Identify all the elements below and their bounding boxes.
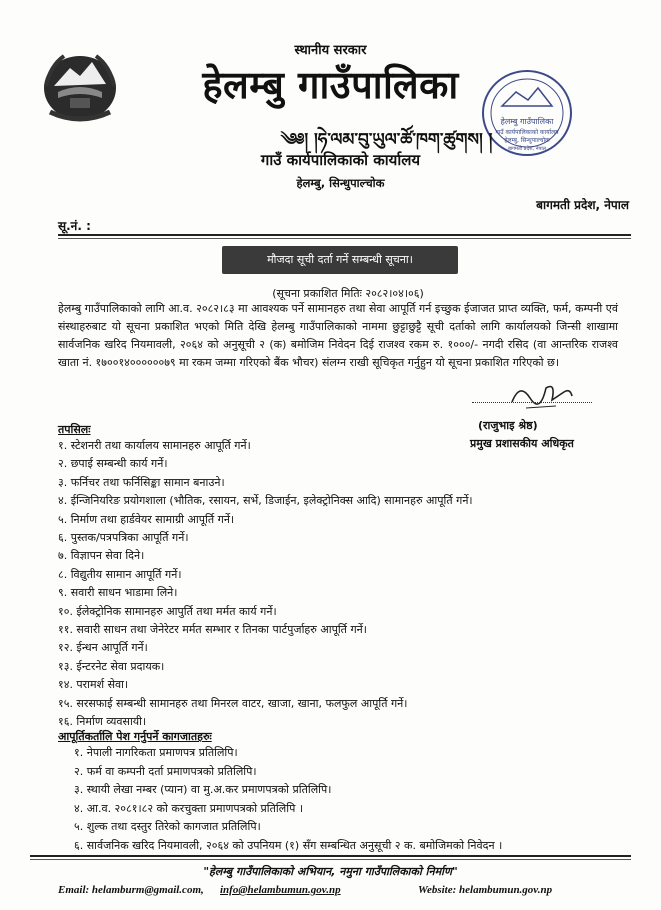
list-item: १२. ईन्धन आपूर्ति गर्ने। (58, 641, 148, 655)
province-label: बागमती प्रदेश, नेपाल (536, 198, 629, 212)
list-item: १. नेपाली नागरिकता प्रमाणपत्र प्रतिलिपि। (74, 746, 238, 759)
reference-number-label: सू.नं. : (58, 219, 91, 233)
list-item: २. फर्म वा कम्पनी दर्ता प्रमाणपत्रको प्रतिलिपि। (74, 764, 257, 778)
documents-list (74, 744, 502, 856)
list-item: ३. स्थायी लेखा नम्बर (प्यान) वा मु.अ.कर प्रमाणपत्रको प्रतिलिपि। (74, 783, 332, 797)
office-address: हेलम्बु, सिन्धुपाल्चोक (296, 176, 385, 190)
list-item: ६. सार्वजनिक खरिद नियमावली, २०६४ को उपनियम (१) सँग सम्बन्धित अनुसूची २ क. बमोजिमको निवेदन । (74, 838, 503, 852)
publication-date: (सूचना प्रकाशित मितिः २०८२।०४।०६) (272, 287, 424, 300)
list-item: ७. विज्ञापन सेवा दिने। (58, 549, 145, 563)
signatory-title: प्रमुख प्रशासकीय अधिकृत (470, 437, 574, 450)
footer-email[interactable]: Email: helamburm@gmail.com, (58, 884, 204, 896)
list-item: ४. ईन्जिनियरिङ प्रयोगशाला (भौतिक, रसायन, सर्भे, डिजाईन, इलेक्ट्रोनिक्स आदि) सामानहरु आपूर्ति गर्ने। (58, 494, 473, 508)
list-item: ५. शुल्क तथा दस्तुर तिरेको कागजात प्रतिलिपि। (74, 820, 261, 834)
items-list (58, 437, 473, 732)
list-item: ८. विद्युतीय सामान आपूर्ति गर्ने। (58, 567, 182, 581)
list-item: १६. निर्माण व्यवसायी। (58, 715, 147, 729)
list-item: ५. निर्माण तथा हार्डवेयर सामाग्री आपूर्ति गर्ने। (58, 512, 235, 526)
list-item: १५. सरसफाई सम्बन्धी सामानहरु तथा मिनरल वाटर, खाजा, खाना, फलफुल आपूर्ति गर्ने। (58, 696, 408, 710)
signatory-name: (राजुभाइ श्रेष्ठ) (478, 419, 538, 432)
seal-text-1: हेलम्बु गाउँपालिका (500, 117, 554, 126)
signature-line (472, 402, 592, 403)
list-item: १. स्टेशनरी तथा कार्यालय सामानहरु आपूर्ति गर्ने। (58, 439, 251, 452)
notice-title: मौजदा सूची दर्ता गर्ने सम्बन्धी सूचना। (222, 246, 458, 274)
documents-heading: आपूर्तिकर्तालि पेश गर्नुपर्ने कागजातहरुः (58, 730, 212, 743)
seal-text-3: हेलम्बु, सिन्धुपाल्चोक (504, 137, 550, 144)
footer-divider (30, 855, 631, 857)
list-item: १४. परामर्श सेवा। (58, 678, 129, 692)
header-divider-thin (58, 238, 631, 239)
list-item: ९. सवारी साधन भाडामा लिने। (58, 586, 178, 600)
list-item: ६. पुस्तक/पत्रपत्रिका आपूर्ति गर्ने। (58, 531, 189, 545)
municipality-name-tibetan: ༄༅། །ཧེ་ལམ་བུ་ཡུལ་ཚོ་ཁག་ཚུགས། ། (280, 130, 493, 150)
office-name: गाउँ कार्यपालिकाको कार्यालय (260, 151, 421, 169)
list-item: ११. सवारी साधन तथा जेनेरेटर मर्मत सम्भार र तिनका पार्टपुर्जाहरु आपूर्ति गर्ने। (58, 623, 367, 637)
seal-text-2: गाउँ कार्यपालिकाको कार्यालय (495, 129, 559, 136)
footer-website[interactable]: Website: helambumun.gov.np (418, 884, 553, 896)
municipality-name: हेलम्बु गाउँपालिका (202, 63, 459, 107)
gov-level-label: स्थानीय सरकार (294, 43, 367, 58)
list-item: २. छपाई सम्बन्धी कार्य गर्ने। (58, 457, 168, 471)
list-item: १०. ईलेक्ट्रोनिक सामानहरु आपुर्ति तथा मर्मत कार्य गर्ने। (58, 604, 277, 618)
seal-text-4: बागमती प्रदेश, नेपाल (507, 146, 547, 152)
list-item: ३. फर्निचर तथा फर्निसिङ्का सामान बनाउने। (58, 475, 225, 489)
signature-mark (506, 378, 576, 414)
header-divider (58, 234, 631, 236)
footer-slogan: "हेलम्बु गाउँपालिकाको अभियान, नमुना गाउँपालिकाको निर्माण" (203, 865, 458, 878)
list-item: १३. ईन्टरनेट सेवा प्रदायक। (58, 659, 165, 673)
footer-divider-thin (30, 859, 631, 860)
footer-email-link[interactable]: info@helambumun.gov.np (220, 884, 341, 896)
list-item: ४. आ.व. २०८१।८२ को करचुक्ता प्रमाणपत्रको प्रतिलिपि । (74, 801, 303, 815)
notice-body: हेलम्बु गाउँपालिकाको लागि आ.व. २०८२।८३ मा आवश्यक पर्ने सामानहरु तथा सेवा आपूर्ति गर्न इच्छुक ईजाजत प्राप्त व्यक्ति, फर्म, कम्पनी एवं संस्थाहरुबाट यो सूचना प्रकाशित भएको मिति देखि हेलम्बु गाउँपालिकाको नाममा छुट्टाछुट्टै सूची दर्ताको लागि कार्यालयको जिन्सी शाखामा सार्वजनिक खरिद नियमावली, २०६४ को अनुसूची २ (क) बमोजिम निवेदन दिई राजश्व रकम रु. १०००/- नगदी रसिद (वा आन्तरिक राजश्व खाता नं. १७००१४००००००७९ मा रकम जम्मा गरिएको बैंक भौचर) संलग्न राखी सूचिकृत गर्नुहुन यो सूचना प्रकाशित गरिएको छ। (58, 302, 618, 369)
items-heading: तपसिलः (58, 423, 91, 436)
